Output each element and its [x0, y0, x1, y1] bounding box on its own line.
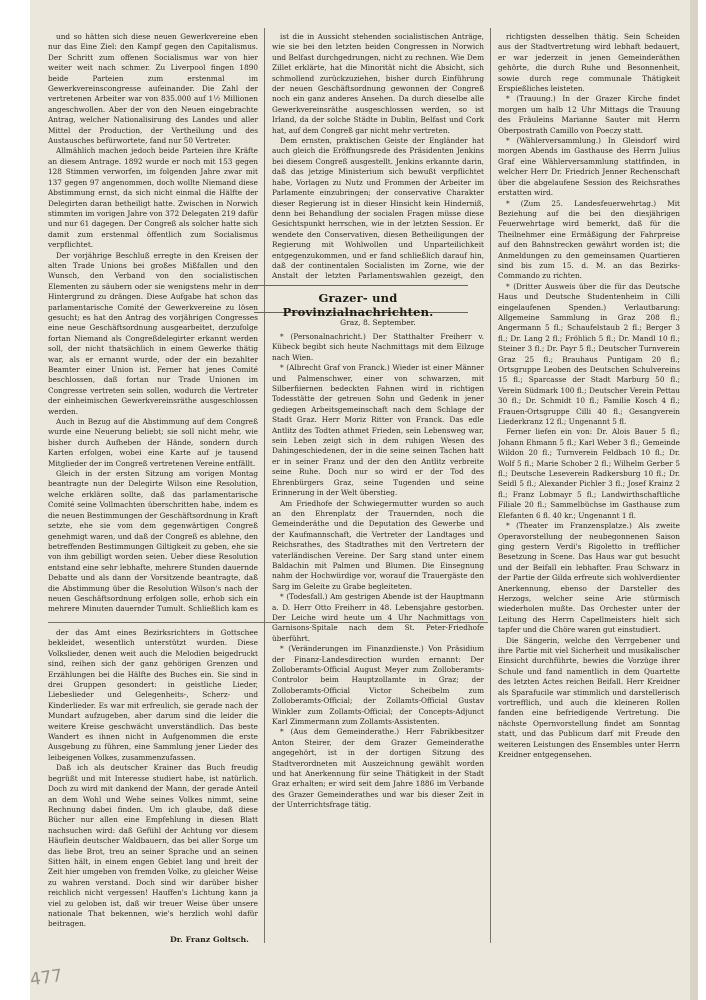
news-item: * (Trauung.) In der Grazer Kirche findet morgen um halb 12 Uhr Mittags die Trauung des Fräuleins Marianne Sauter mit Herrn Oberpostrath Camillo von Poeczy statt. [498, 94, 680, 135]
article-paragraph: ist die in Aussicht stehenden socialistischen Anträge, wie sie bei den letzten beiden Congressen in Norwich und Belfast durchgedrungen, nicht zu rechnen. Wie Dem Zillet erklärte, hat die Minorität nicht die Absicht, sich schmollend zurückzuziehen, bisher durch Einführung der neuen Geschäftsordnung gewonnen der Congreß noch ein ganz anderes Ansehen. Da durch dieselbe alle Gewerkvereinsräthe ausgeschlossen werden, so ist Irland, da der solche Städte in Dublin, Belfast und Cork hat, auf dem Congreß gar nicht mehr vertreten. [272, 32, 484, 135]
article-paragraph: Gleich in der ersten Sitzung am vorigen Montag beantragte nun der Delegirte Wilson eine Resolution, welche erklären sollte, daß das parlamentarische Comité seine Vollmachten überschritten habe, indem es die neuen Bestimmungen der Geschäftsordnung in Kraft setzte, ehe sie vom dem gegenwärtigen Congreß genehmigt waren, und daß der Congreß es ablehne, den betreffenden Bestimmungen Giltigkeit zu geben, ehe sie von ihm gebilligt worden seien. Ueber diese Resolution entstand eine sehr lebhafte, mehrere Stunden dauernde Debatte und als dann der Vorsitzende beantragte, daß die Abstimmung über die Resolution Wilson's nach der neuen Geschäftsordnung erfolgen solle, erhob sich ein mehrere Minuten dauernder Tumult. Schließlich kam es [48, 469, 258, 614]
news-item: Ferner liefen ein von: Dr. Alois Bauer 5 fl.; Johann Ehmann 5 fl.; Karl Weber 3 fl.; Gemeinde Wildon 20 fl.; Turnverein Feldbach 10 fl.; Dr. Wolf 5 fl.; Marie Schober 2 fl.; Wilhelm Gerber 5 fl.; Deutsche Leseverein Radkersburg 10 fl.; Dr. Seidl 5 fl.; Alexander Pichler 3 fl.; Josef Krainz 2 fl.; Franz Lobmayr 5 fl.; Landwirthschaftliche Filiale 20 fl.; Sammelbüchse im Gasthause zum Elefanten 6 fl. 40 kr.; Ungenannt 1 fl. [498, 427, 680, 520]
news-item: * (Aus dem Gemeinderathe.) Herr Fabrikbesitzer Anton Steirer, der dem Grazer Gemeinderathe angegehört, ist in der dortigen Sitzung des Stadtverordneten mit Auszeichnung gewählt worden und hat Anerkennung für seine Thätigkeit in der Stadt Graz erhalten; er wird seit dem Jahre 1886 im Verbande des Grazer Gemeinderathes und war bis dieser Zeit in der Unterrichtsfrage tätig. [272, 727, 484, 810]
news-item: Am Friedhofe der Schwiegermutter wurden so auch an den Ehrenplatz der Trauernden, noch die Gemeinderäthe und die Deputation des Gewerbe und der Kaufmannschaft, die Vertreter der Landtages und Reichsrathes, des Stadtrathes mit den Vertretern der vaterländischen Vereine. Der Sarg stand unter einem Baldachin mit Palmen und Blumen. Die Einsegnung nahm der Hochwürdige vor, worauf die Trauergäste den Sarg im Geleite zu Grabe begleiteten. [272, 498, 484, 591]
article-paragraph: Daß ich als deutscher Krainer das Buch freudig begrüßt und mit Interesse studiert habe, ist natürlich. Doch zu wird mit dankend der Mann, der gerade Anteil an dem Wohl und Wehe seines Volkes nimmt, seine Rechnung dabei finden. Um ich glaube, daß diese Bücher nur allen eine Empfehlung in diesen Blatt nachsuchen wird: daß Gefühl der Achtung vor diesem Häuflein deutscher Waldbauern, das bei aller Sorge um das liebe Brot, treu an seiner Sprache und an seinen Sitten hält, in einem engen Gebiet lang und breit der Zeit hier umgeben von fremden Volke, zu gleicher Weise zu wahren verstand. Doch sind wir darüber bisher reichlich nicht vergessen! Hauffen's Lichtung kann ja viel zu geloben ist, daß wir treuer Weise über unsere nationale That bekennen, wie's herzlich wohl dafür beitragen. [48, 763, 258, 929]
news-item: * (Dritter Ausweis über die für das Deutsche Haus und Deutsche Studentenheim in Cilli eingelaufenen Spenden.) Verlautbarung: Allgemeine Sammlung in Graz 208 fl.; Angermann 5 fl.; Schaufelstaub 2 fl.; Berger 3 fl.; Dr. Lang 2 fl.; Fröhlich 5 fl.; Dr. Mandl 10 fl.; Steiner 3 fl.; Dr. Payr 5 fl.; Deutscher Turnverein Graz 25 fl.; Brauhaus Puntigam 20 fl.; Ortsgruppe Leoben des Deutschen Schulvereins 15 fl.; Sparcasse der Stadt Marburg 50 fl.; Verein Südmark 100 fl.; Deutscher Verein Pettau 30 fl.; Dr. Schmidt 10 fl.; Familie Kosch 4 fl.; Frauen-Ortsgruppe Cilli 40 fl.; Gesangverein Liederkranz 12 fl.; Ungenannt 5 fl. [498, 281, 680, 427]
section-title: Grazer- und Provinzialnachrichten. [282, 291, 434, 319]
left-column-top [48, 32, 258, 616]
article-paragraph: Auch in Bezug auf die Abstimmung auf dem Congreß wurde eine Neuerung beliebt; sie soll nicht mehr, wie bisher durch Aufheben der Hände, sondern durch Karten erfolgen, wobei eine Karte auf je tausend Mitglieder der im Congreß vertretenen Vereine entfällt. [48, 417, 258, 468]
news-item: * (Todesfall.) Am gestrigen Abende ist der Hauptmann a. D. Herr Otto Freiherr in 48. Lebensjahre gestorben. Der Leiche wird heute um 4 Uhr Nachmittags von Garnisons-Spitale nach dem St. Peter-Friedhofe überführt. [272, 592, 484, 643]
article-paragraph: Allmählich machen jedoch beide Parteien ihre Kräfte an diesem Antrage. 1892 wurde er noch mit 153 gegen 128 Stimmen verworfen, im folgenden Jahre zwar mit 137 gegen 97 angenommen, doch wollte Niemand diese Abstimmung ernst, da sich nicht einmal die Hälfte der Delegirten daran betheiligt hatte. Zwischen in Norwich stimmten im vorigen Jahre von 372 Delegaten 219 dafür und nur 61 dagegen. Der Congreß als solcher hatte sich damit zum erstenmal öffentlich zum Socialismus verpflichtet. [48, 146, 258, 250]
article-paragraph: und so hätten sich diese neuen Gewerkvereine eben nur das Eine Ziel: den Kampf gegen den Capitalismus. Der Schritt zum offenen Socialismus war von hier weiter weit nach schmer. Zu Liverpool fingen 1890 beide Parteien zum erstenmal im Gewerkvereinscongresse aufeinander. Die Zahl der vertretenen Arbeiter war von 835.000 auf 1½ Millionen angeschwollen. Aber der von den Neuen eingebrachte Antrag, welcher Nationalisirung des Landes und aller Mittel der Production, der Vertheilung und des Austausches befürwortete, fand nur 50 Vertreter. [48, 32, 258, 146]
middle-column-top [272, 32, 484, 280]
handwritten-page-number: 477 [28, 965, 64, 991]
news-item: * (Albrecht Graf von Franck.) Wieder ist einer Männer und Palmenschwer, einer von schwarzen, mit Silberfiiernen bedeckten Fahnen wird in richtigen Todesstätte der getreuen Sohn und Gedenk in jener gediegen Arbeitsgemeinschaft nach dem Schlage der Stadt Graz. Herr Moriz Ritter von Franck. Das edle Antlitz des Todten athmet Frieden, sein Lebensweg war, sein Leben zeigt sich in dem ruhigen Wesen des Dahingeschiedenen, der in die seine seinen Tachen hatt er in seiner Franz und der den den Antlitz verbreite seine Ruhe. Doch nur so wird er der Tod des Ehrenbürgers Graz, seine Tugenden und seine Erinnerung in der Welt überstieg. [272, 363, 484, 498]
newspaper-page [30, 0, 690, 1000]
column-rule-left [264, 28, 265, 943]
news-item: Die Sängerin, welche den Verrgebener und ihre Partie mit viel Sicherheit und musikalischer Einsicht durchführte, bewies die Vorzüge ihrer Schule und fand namentlich in dem Quartette des letzten Actes reichen Beifall. Herr Kreidner als Sparafucile war stimmlich und darstellerisch vortrefflich, und auch die kleineren Rollen fanden eine befriedigende Vertretung. Die nächste Opernvorstellung findet am Sonntag statt, und das Publicum darf mit Freude den weiteren Leistungen des Ensembles unter Herrn Kreidner entgegensehen. [498, 635, 680, 760]
middle-column-bottom [272, 332, 484, 944]
news-item: * (Wählerversammlung.) In Gleisdorf wird morgen Abends im Gasthause des Herrn Julius Graf eine Wählerversammlung stattfinden, in welcher Herr Dr. Friedrich Jenner Rechenschaft über die abgelaufene Session des Reichsrathes erstatten wird. [498, 136, 680, 198]
dateline: Graz, 8. September. [340, 318, 416, 327]
article-paragraph: Der vorjährige Beschluß erregte in den Kreisen der alten Trade Unions bei großes Mißfallen und den Wunsch, den Verband von den socialistischen Elementen zu säubern oder sie wenigstens mehr in den Hintergrund zu drängen. Diese Aufgabe hat schon das parlamentarische Comité der Gewerkvereine zu lösen gesucht; es hat den Antrag des vorjährigen Congresses eine neue Geschäftsordnung ausgearbeitet, derzufolge fortan Niemand als Congreßdelegirter erkannt werden soll, der nicht thatsächlich in einem Gewerke thätig war, als er ernannt wurde, oder der ein bezahlter Beamter einer Union ist. Ferner hat jenes Comité beschlossen, daß fortan nur Trade Unionen im Congresse vertreten sein sollen, wodurch die Vertreter der einheimischen Gewerkvereinsräthe ausgeschlossen werden. [48, 250, 258, 416]
right-column [498, 32, 680, 944]
news-item: * (Veränderungen im Finanzdienste.) Von Präsidium der Finanz-Landesdirection wurden ernannt: Der Zolloberamts-Official August Meyer zum Zolloberamts-Controlor beim Hauptzollamte in Graz; der Zolloberamts-Official Victor Scheibelm zum Zolloberamts-Official; der Zollamts-Official Gustav Winkler zum Zollamts-Official; der Concepts-Adjunct Karl Zimmermann zum Zollamts-Assistenten. [272, 644, 484, 727]
left-column-bottom [48, 628, 258, 933]
news-item: * (Theater im Franzensplatze.) Als zweite Operavorstellung der neubegonnenen Saison ging gestern Verdi's Rigoletto in trefflicher Besetzung in Scene. Das Haus war gut besucht und der Beifall ein lebhafter. Frau Schwarz in der Partie der Gilda erfreute sich wohlverdienter Anerkennung, ebenso der Darsteller des Herzogs, welcher seine Arie stürmisch wiederholen mußte. Das Orchester unter der Leitung des Herrn Capellmeisters hielt sich tapfer und die Chöre waren gut einstudiert. [498, 521, 680, 635]
news-item: * (Personalnachricht.) Der Statthalter Freiherr v. Kübeck begibt sich heute Nachmittags mit dem Eilzuge nach Wien. [272, 332, 484, 362]
column-rule-right [490, 28, 491, 943]
article-paragraph: der das Amt eines Bezirksrichters in Gottschee bekleidet, wesentlich unterstützt wurden. Diese Volkslieder, denen weit auch die Melodien beigedruckt sind, reihen sich der ganz gehörigen Grenzen und Erzählungen bei die Hälfte des Buches ein. Sie sind in drei Gruppen gesondert: in geistliche Lieder, Liebeslieder und Gelegenheits-, Scherz- und Kinderlieder. Es war mit erfreulich, sie gerade nach der Mundart aufzugeben, aber darum sind die leider die weitere Kreise geschwächt unverständlich. Das beste Wandert es ihnen nicht in Aufgenommen die erste Ausgebung zu führen, eine Sammlung jener Lieder des leibeigenen Volkes, zusammenzufassen. [48, 628, 258, 762]
news-item: richtigsten desselben thätig. Sein Scheiden aus der Stadtvertretung wird lebhaft bedauert, er war jederzeit in jenen Gemeinderäthen gehörte, die durch Ruhe und Besonnenheit, sowie durch rege communale Thätigkeit Erspießliches leisteten. [498, 32, 680, 94]
article-paragraph: Dem ernsten, praktischen Geiste der Engländer hat auch gleich die Eröffnungsrede des Präsidenten Jenkins bei diesem Congreß ausgestellt. Jenkins erkannte darin, daß das jetzige Ministerium sich bewußt verpflichtet habe, Vorlagen zu Nutz und Frommen der Arbeiter im Parlamente einzubringen; der conservative Charakter dieser Regierung ist in dieser Hinsicht kein Hinderniß, denn bei Behandlung der socialen Fragen müsse diese Gesichtspunkt herrschen, wie in der letzten Session. Er wendete den Conservativen, diesen Betheiligungen der Regierung mit Wohlwollen und Unparteilichkeit entgegenzukommen, und er fand schließlich darauf hin, daß der continentalen Socialisten im Zorne, wie der Anstalt der letzten Parlamentswahlen gezeigt, den [272, 136, 484, 280]
author-signature: Dr. Franz Goltsch. [170, 935, 249, 944]
news-item: * (Zum 25. Landesfeuerwehrtag.) Mit Beziehung auf die bei den diesjährigen Feuerwehrtage wird bemerkt, daß für die Theilnehmer eine Ermäßigung der Fahrpreise auf den Bahnstrecken gewährt worden ist; die Anmeldungen zu den gemeinsamen Quartieren sind bis zum 15. d. M. an das Bezirks-Commando zu richten. [498, 198, 680, 281]
